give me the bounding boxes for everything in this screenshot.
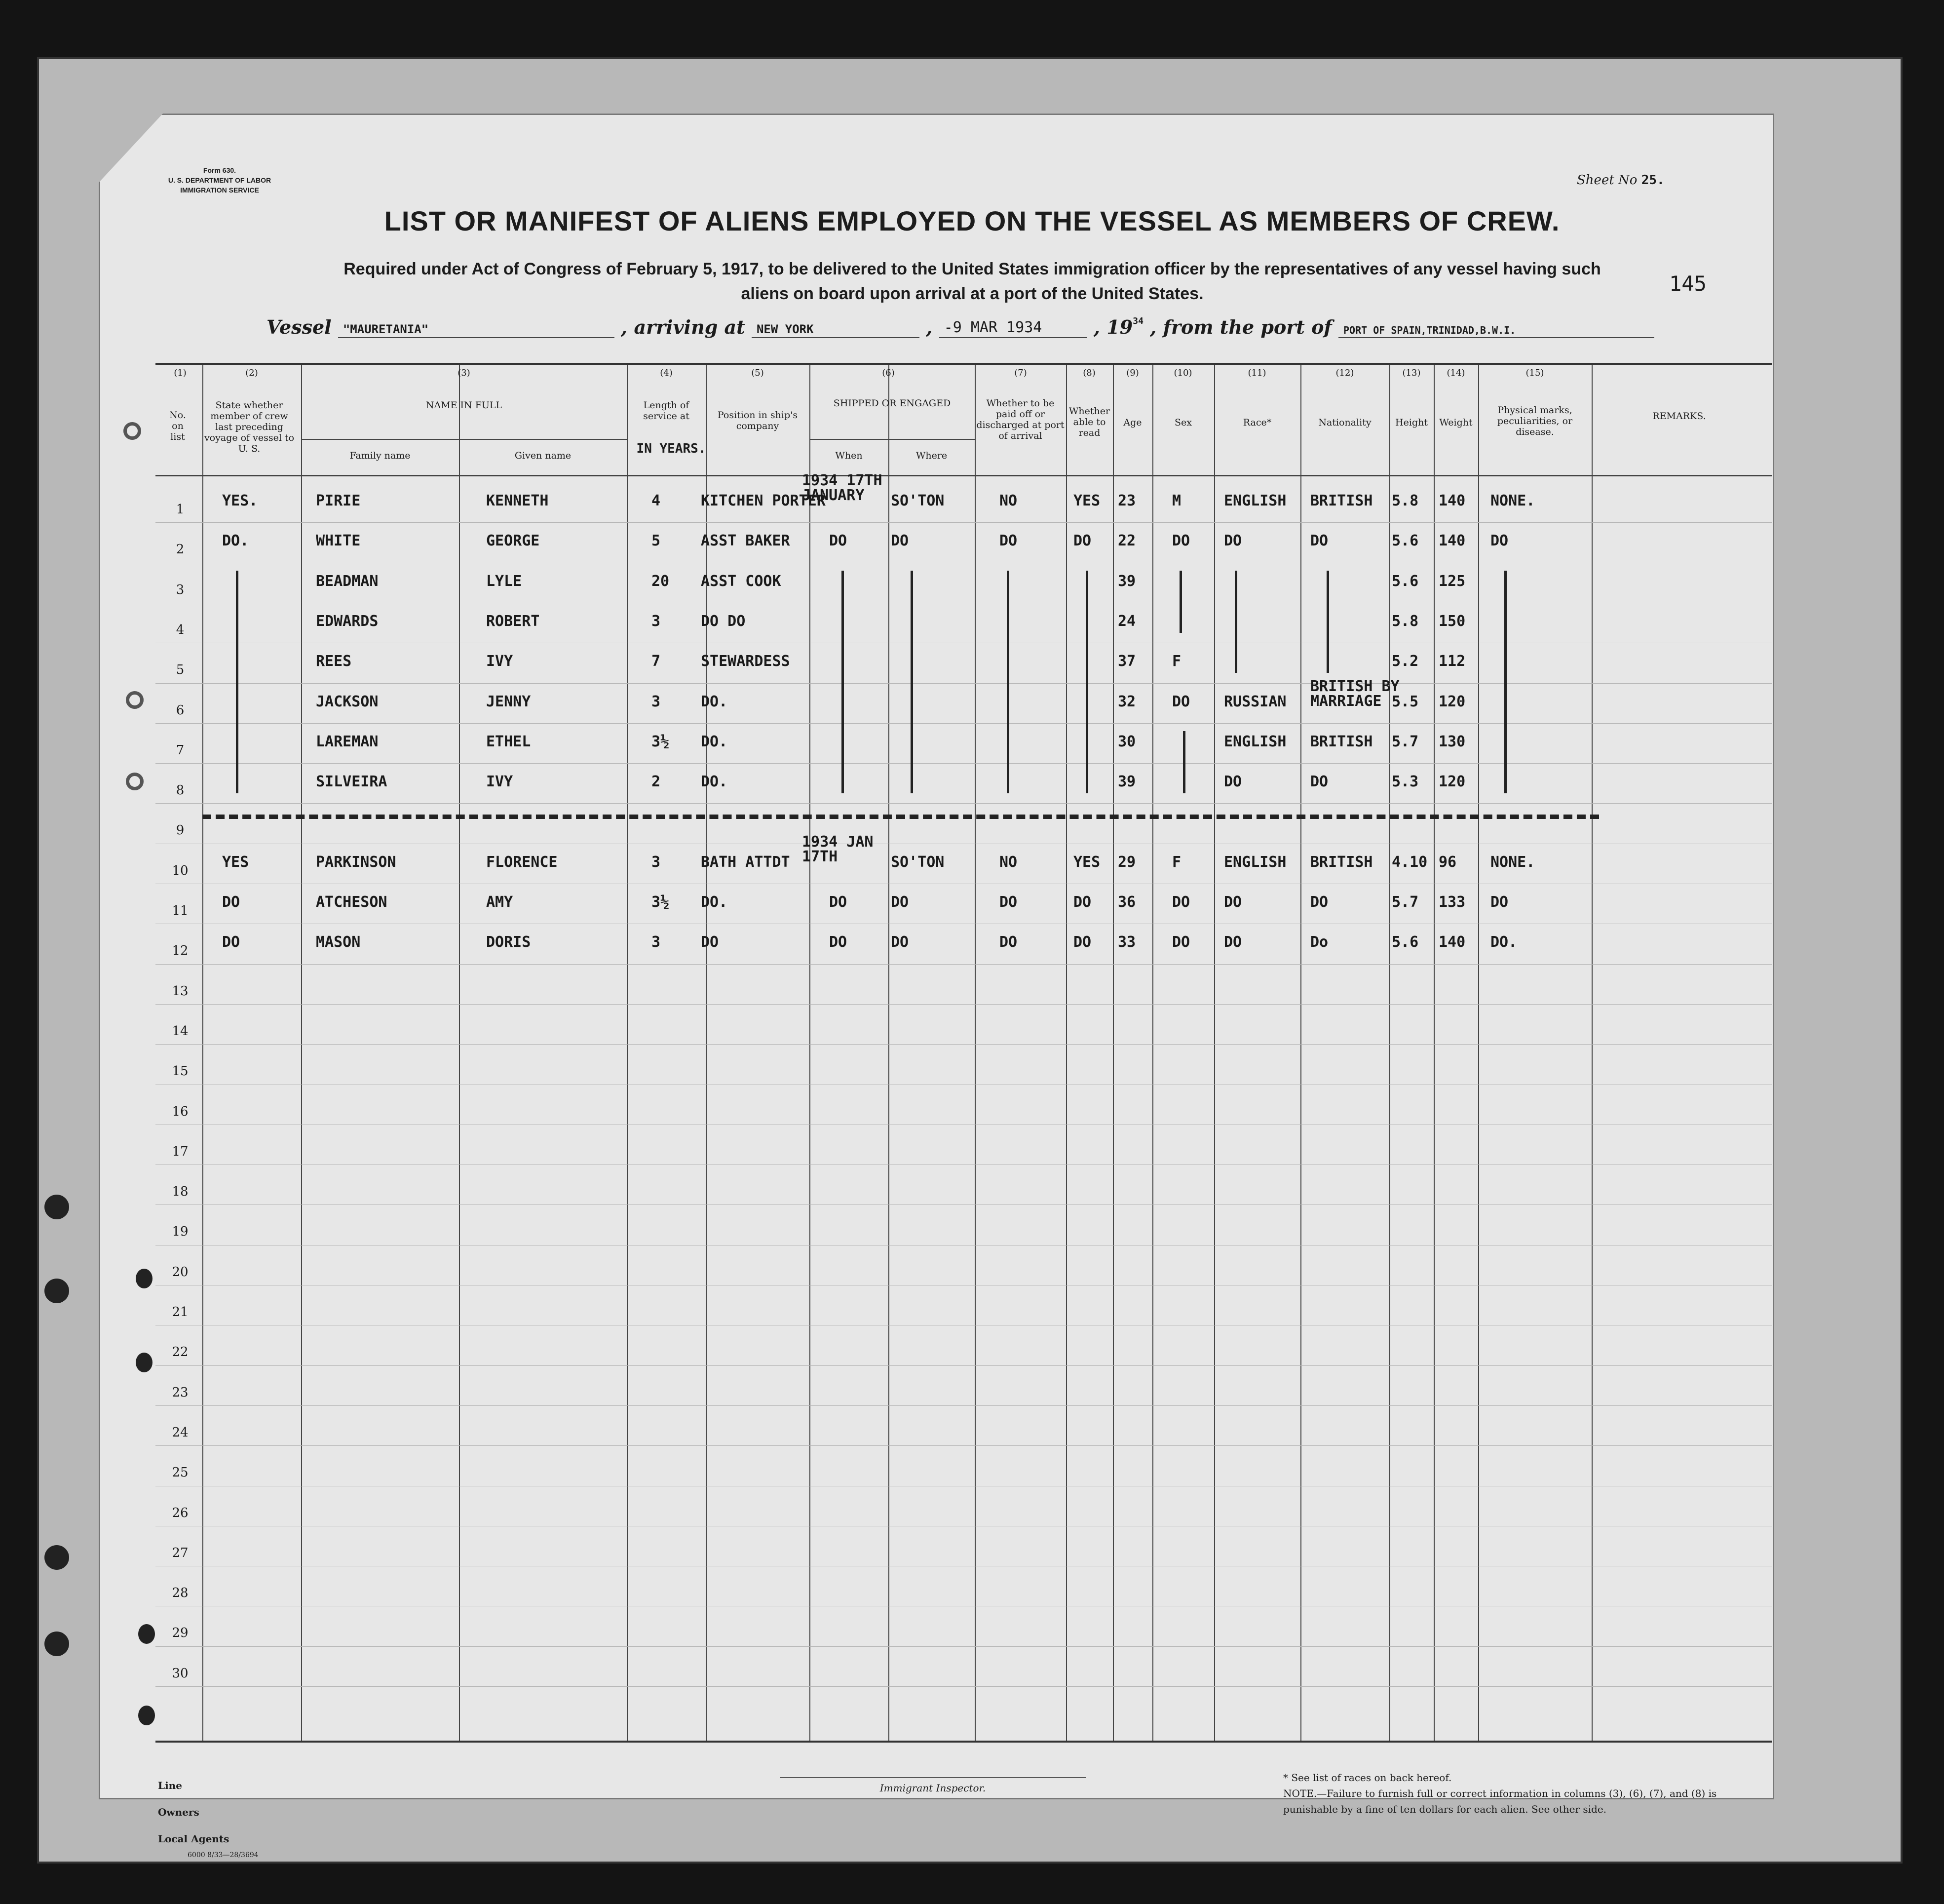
column-rule	[706, 365, 707, 1741]
cell-prev: DO	[222, 933, 240, 951]
binder-hole	[123, 422, 141, 440]
binder-hole	[136, 1269, 152, 1288]
row-rule	[155, 763, 1772, 764]
cell-position: STEWARDESS	[701, 653, 790, 670]
row-rule	[155, 1445, 1772, 1446]
cell-prev: DO	[222, 894, 240, 911]
section-divider	[202, 815, 1599, 819]
cell-given: ROBERT	[486, 612, 540, 630]
cell-position: BATH ATTDT	[701, 853, 790, 871]
row-rule	[155, 522, 1772, 523]
row-number: 24	[172, 1425, 189, 1440]
sheet-value: 25.	[1641, 173, 1665, 188]
cell-nationality: BRITISH	[1310, 853, 1373, 871]
cell-race: DO	[1224, 933, 1242, 951]
cell-height: 5.7	[1392, 733, 1419, 750]
row-rule	[155, 1686, 1772, 1687]
row-number: 8	[176, 783, 185, 798]
cell-paid: DO	[999, 894, 1018, 911]
header-weight: Weight	[1439, 417, 1473, 428]
printer-code: 6000 8/33—28/3694	[188, 1851, 259, 1859]
column-number: (4)	[660, 368, 673, 378]
column-number: (6)	[882, 368, 895, 378]
cell-nationality: DO	[1310, 894, 1329, 911]
cell-race: ENGLISH	[1224, 733, 1287, 750]
cell-weight: 140	[1439, 532, 1466, 550]
binder-hole	[44, 1195, 69, 1219]
column-number: (12)	[1335, 368, 1354, 378]
cell-given: AMY	[486, 894, 513, 911]
cell-age: 29	[1118, 853, 1136, 871]
binder-hole	[136, 1353, 152, 1372]
cell-prev: YES.	[222, 492, 258, 509]
header-given-name: Given name	[514, 450, 572, 461]
ditto-mark	[1327, 571, 1329, 673]
header-prev-voyage: State whether member of crew last preceding voyage of vessel to U. S.	[204, 400, 295, 454]
column-number: (13)	[1402, 368, 1421, 378]
cell-length: 4	[651, 492, 661, 509]
page-mark: 145	[1669, 272, 1707, 296]
row-number: 9	[176, 823, 185, 838]
cell-age: 22	[1118, 532, 1136, 550]
cell-position: DO.	[701, 773, 728, 791]
cell-height: 5.6	[1392, 572, 1419, 590]
cell-race: ENGLISH	[1224, 853, 1287, 871]
header-paid-off: Whether to be paid off or discharged at port of arrival	[976, 398, 1065, 441]
column-number: (3)	[457, 368, 470, 378]
column-rule	[627, 365, 628, 1741]
row-number: 3	[176, 582, 185, 597]
cell-given: KENNETH	[486, 492, 549, 509]
cell-given: DORIS	[486, 933, 531, 951]
cell-given: FLORENCE	[486, 853, 558, 871]
cell-nationality: BRITISH	[1310, 492, 1373, 509]
column-number: (9)	[1126, 368, 1139, 378]
column-rule	[888, 365, 889, 1741]
cell-age: 30	[1118, 733, 1136, 750]
column-rule	[1152, 365, 1153, 1741]
cell-physical: DO.	[1490, 933, 1518, 951]
cell-given: GEORGE	[486, 532, 540, 550]
row-number: 20	[172, 1264, 189, 1280]
cell-family: MASON	[316, 933, 361, 951]
cell-position: ASST BAKER	[701, 532, 790, 550]
cell-age: 23	[1118, 492, 1136, 509]
cell-position: DO.	[701, 693, 728, 710]
cell-sex: DO	[1172, 933, 1190, 951]
cell-when: DO	[829, 532, 847, 550]
footer-fields	[158, 1772, 229, 1852]
binder-hole	[44, 1279, 69, 1303]
ditto-mark	[236, 571, 238, 794]
cell-sex: F	[1172, 653, 1182, 670]
cell-family: JACKSON	[316, 693, 379, 710]
cell-sex: DO	[1172, 532, 1190, 550]
cell-sex: F	[1172, 853, 1182, 871]
row-rule	[155, 723, 1772, 724]
binder-hole	[126, 691, 144, 709]
cell-length: 20	[651, 572, 670, 590]
binder-hole	[44, 1545, 69, 1570]
ditto-mark	[1180, 571, 1182, 633]
cell-sex: DO	[1172, 693, 1190, 710]
cell-position: DO.	[701, 894, 728, 911]
cell-race: DO	[1224, 894, 1242, 911]
column-rule	[1592, 365, 1593, 1741]
header-bottom-rule	[155, 475, 1772, 476]
header-position: Position in ship's company	[717, 410, 798, 431]
row-rule	[155, 1646, 1772, 1647]
row-number: 29	[172, 1626, 189, 1641]
vessel-line: Vessel "MAURETANIA" , arriving at NEW YORK , -9 MAR 1934 , 1934 , from the port of PORT OF SPAIN,TRINIDAD,B.W.I.	[267, 316, 1654, 338]
header-race: Race*	[1243, 417, 1272, 428]
cell-race: DO	[1224, 773, 1242, 791]
row-rule	[155, 1405, 1772, 1406]
row-number: 18	[172, 1184, 189, 1200]
binder-hole	[138, 1624, 155, 1644]
cell-nationality: DO	[1310, 532, 1329, 550]
row-number: 14	[172, 1023, 189, 1039]
cell-sex: M	[1172, 492, 1182, 509]
column-rule	[975, 365, 976, 1741]
ditto-mark	[1183, 731, 1185, 793]
ditto-mark	[1504, 571, 1507, 794]
cell-age: 39	[1118, 773, 1136, 791]
cell-age: 32	[1118, 693, 1136, 710]
row-number: 6	[176, 702, 185, 718]
header-name-in-full: NAME IN FULL	[425, 400, 502, 411]
row-number: 7	[176, 742, 185, 758]
inspector-signature-line: Immigrant Inspector.	[780, 1777, 1086, 1794]
cell-length: 3	[651, 612, 661, 630]
cell-family: ATCHESON	[316, 894, 387, 911]
cell-weight: 150	[1439, 612, 1466, 630]
row-number: 12	[172, 943, 189, 959]
row-number: 2	[176, 542, 185, 557]
row-number: 27	[172, 1545, 189, 1560]
cell-age: 39	[1118, 572, 1136, 590]
cell-weight: 133	[1439, 894, 1466, 911]
column-rule	[1066, 365, 1067, 1741]
cell-length: 3	[651, 853, 661, 871]
row-number: 28	[172, 1586, 189, 1601]
cell-family: REES	[316, 653, 352, 670]
row-number: 23	[172, 1385, 189, 1400]
row-number: 1	[176, 502, 185, 517]
header-length-units: IN YEARS.	[636, 441, 706, 456]
header-height: Height	[1395, 417, 1428, 428]
cell-paid: DO	[999, 933, 1018, 951]
row-number: 16	[172, 1104, 189, 1119]
header-physical: Physical marks, peculiarities, or disease.	[1497, 405, 1573, 437]
column-rule	[1389, 365, 1390, 1741]
column-rule	[1113, 365, 1114, 1741]
row-number: 5	[176, 662, 185, 678]
cell-family: WHITE	[316, 532, 361, 550]
cell-height: 5.8	[1392, 492, 1419, 509]
cell-position: ASST COOK	[701, 572, 781, 590]
cell-weight: 140	[1439, 933, 1466, 951]
cell-position: DO.	[701, 733, 728, 750]
cell-when: DO	[829, 933, 847, 951]
cell-where: DO	[891, 532, 909, 550]
header-remarks: REMARKS.	[1652, 411, 1706, 422]
cell-family: SILVEIRA	[316, 773, 387, 791]
column-number: (5)	[751, 368, 764, 378]
cell-where: SO'TON	[891, 492, 945, 509]
local-agents-label: Local Agents	[158, 1833, 229, 1845]
row-number: 19	[172, 1224, 189, 1240]
header-length-service: Length of service at	[643, 400, 689, 422]
row-rule	[155, 1365, 1772, 1366]
line-label: Line	[158, 1780, 182, 1791]
column-rule	[1478, 365, 1479, 1741]
vessel-label: Vessel	[267, 316, 332, 338]
cell-weight: 120	[1439, 773, 1466, 791]
cell-nationality: Do	[1310, 933, 1329, 951]
header-when: When	[835, 450, 863, 461]
row-rule	[155, 1004, 1772, 1005]
column-number: (10)	[1174, 368, 1192, 378]
cell-weight: 120	[1439, 693, 1466, 710]
cell-height: 5.5	[1392, 693, 1419, 710]
subtitle-line-2: aliens on board upon arrival at a port of the United States.	[741, 284, 1204, 303]
cell-position: DO	[701, 933, 719, 951]
cell-length: 5	[651, 532, 661, 550]
column-number: (8)	[1083, 368, 1096, 378]
row-number: 4	[176, 622, 185, 637]
cell-height: 5.8	[1392, 612, 1419, 630]
row-rule	[155, 1044, 1772, 1045]
cell-height: 4.10	[1392, 853, 1428, 871]
column-rule	[1434, 365, 1435, 1741]
column-rule	[1214, 365, 1215, 1741]
year-value: 34	[1133, 316, 1144, 326]
cell-age: 24	[1118, 612, 1136, 630]
cell-given: IVY	[486, 653, 513, 670]
cell-height: 5.6	[1392, 933, 1419, 951]
cell-sex: DO	[1172, 894, 1190, 911]
ditto-mark	[911, 571, 913, 794]
row-number: 21	[172, 1305, 189, 1320]
header-subrule	[301, 439, 627, 440]
column-number: (11)	[1248, 368, 1266, 378]
cell-where: SO'TON	[891, 853, 945, 871]
cell-height: 5.6	[1392, 532, 1419, 550]
row-number: 13	[172, 983, 189, 999]
cell-height: 5.2	[1392, 653, 1419, 670]
cell-given: JENNY	[486, 693, 531, 710]
cell-weight: 130	[1439, 733, 1466, 750]
binder-hole	[126, 773, 144, 790]
cell-read: DO	[1073, 532, 1092, 550]
header-no-on-list: No. on list	[169, 410, 186, 442]
header-able-read: Whether able to read	[1068, 406, 1110, 438]
footnote-note: NOTE.—Failure to furnish full or correct information in columns (3), (6), (7), and (8) is punishable by a fine of ten dollars for each alien. See other side.	[1283, 1787, 1717, 1815]
service-name: IMMIGRATION SERVICE	[180, 186, 259, 194]
row-number: 26	[172, 1505, 189, 1520]
cell-given: IVY	[486, 773, 513, 791]
column-number: (2)	[245, 368, 258, 378]
cell-family: BEADMAN	[316, 572, 379, 590]
cell-physical: DO	[1490, 894, 1509, 911]
departure-port: PORT OF SPAIN,TRINIDAD,B.W.I.	[1338, 324, 1654, 338]
cell-position: DO DO	[701, 612, 746, 630]
cell-family: PARKINSON	[316, 853, 396, 871]
cell-age: 37	[1118, 653, 1136, 670]
row-number: 30	[172, 1666, 189, 1681]
cell-height: 5.3	[1392, 773, 1419, 791]
header-shipped: SHIPPED OR ENGAGED	[833, 398, 951, 409]
cell-given: ETHEL	[486, 733, 531, 750]
column-number: (7)	[1014, 368, 1027, 378]
cell-age: 33	[1118, 933, 1136, 951]
header-nationality: Nationality	[1318, 417, 1372, 428]
cell-race: RUSSIAN	[1224, 693, 1287, 710]
row-rule	[155, 683, 1772, 684]
sheet-label: Sheet No	[1577, 173, 1638, 188]
cell-length: 2	[651, 773, 661, 791]
ditto-mark	[1086, 571, 1088, 794]
owners-label: Owners	[158, 1806, 199, 1818]
column-number: (1)	[174, 368, 187, 378]
cell-length: 3½	[651, 733, 670, 750]
cell-prev: YES	[222, 853, 249, 871]
row-number: 17	[172, 1144, 189, 1159]
arriving-label: , arriving at	[621, 316, 745, 338]
cell-read: DO	[1073, 933, 1092, 951]
cell-where: DO	[891, 894, 909, 911]
header-age: Age	[1123, 417, 1142, 428]
cell-read: YES	[1073, 853, 1101, 871]
row-rule	[155, 803, 1772, 804]
year-label: , 19	[1093, 316, 1133, 338]
row-number: 22	[172, 1345, 189, 1360]
row-rule	[155, 964, 1772, 965]
cell-when: 1934 17TH JANUARY	[802, 472, 882, 504]
cell-race: ENGLISH	[1224, 492, 1287, 509]
binder-hole	[44, 1632, 69, 1656]
column-rule	[301, 365, 302, 1741]
cell-when: 1934 JAN 17TH	[802, 833, 874, 865]
cell-read: DO	[1073, 894, 1092, 911]
cell-family: LAREMAN	[316, 733, 379, 750]
vessel-name: "MAURETANIA"	[338, 322, 614, 338]
page-title: LIST OR MANIFEST OF ALIENS EMPLOYED ON THE VESSEL AS MEMBERS OF CREW.	[384, 205, 1560, 236]
cell-paid: NO	[999, 492, 1018, 509]
cell-nationality: DO	[1310, 773, 1329, 791]
sheet-number	[1577, 173, 1665, 188]
cell-height: 5.7	[1392, 894, 1419, 911]
header-family-name: Family name	[349, 450, 411, 461]
header-subrule	[809, 439, 975, 440]
arrival-date-stamp: -9 MAR 1934	[939, 319, 1087, 338]
footnote	[1283, 1770, 1727, 1817]
header-where: Where	[915, 450, 948, 461]
row-number: 11	[172, 903, 189, 918]
ditto-mark	[1007, 571, 1009, 794]
cell-length: 3½	[651, 894, 670, 911]
row-number: 25	[172, 1465, 189, 1480]
manifest-table	[155, 363, 1772, 1743]
cell-weight: 96	[1439, 853, 1457, 871]
binder-hole	[138, 1706, 155, 1725]
cell-prev: DO.	[222, 532, 249, 550]
column-number: (14)	[1447, 368, 1465, 378]
column-rule	[809, 365, 810, 1741]
subtitle-line-1: Required under Act of Congress of February 5, 1917, to be delivered to the United States immigration officer by the representatives of any vessel having such	[343, 260, 1601, 278]
column-number: (15)	[1525, 368, 1544, 378]
cell-family: PIRIE	[316, 492, 361, 509]
cell-where: DO	[891, 933, 909, 951]
column-rule	[202, 365, 203, 1741]
cell-given: LYLE	[486, 572, 522, 590]
header-sex: Sex	[1175, 417, 1192, 428]
cell-when: DO	[829, 894, 847, 911]
form-number: Form 630.	[203, 166, 236, 174]
cell-nationality: BRITISH BY MARRIAGE	[1310, 677, 1400, 710]
row-number: 15	[172, 1064, 189, 1079]
cell-paid: NO	[999, 853, 1018, 871]
column-rule	[1300, 365, 1301, 1741]
row-number: 10	[172, 863, 189, 878]
form-identifier	[141, 165, 299, 195]
ditto-mark	[841, 571, 844, 794]
cell-read: YES	[1073, 492, 1101, 509]
cell-length: 7	[651, 653, 661, 670]
cell-length: 3	[651, 693, 661, 710]
cell-physical: NONE.	[1490, 853, 1535, 871]
column-rule	[459, 365, 460, 1741]
cell-physical: DO	[1490, 532, 1509, 550]
cell-race: DO	[1224, 532, 1242, 550]
department-name: U. S. DEPARTMENT OF LABOR	[168, 176, 271, 184]
ditto-mark	[1235, 571, 1237, 673]
cell-paid: DO	[999, 532, 1018, 550]
footnote-races: * See list of races on back hereof.	[1283, 1772, 1452, 1784]
cell-family: EDWARDS	[316, 612, 379, 630]
cell-nationality: BRITISH	[1310, 733, 1373, 750]
page-subtitle	[212, 257, 1732, 306]
cell-age: 36	[1118, 894, 1136, 911]
cell-weight: 112	[1439, 653, 1466, 670]
cell-physical: NONE.	[1490, 492, 1535, 509]
cell-length: 3	[651, 933, 661, 951]
from-port-label: , from the port of	[1150, 316, 1332, 338]
cell-weight: 125	[1439, 572, 1466, 590]
arrival-port: NEW YORK	[752, 322, 919, 338]
cell-position: KITCHEN PORTER	[701, 492, 826, 509]
cell-weight: 140	[1439, 492, 1466, 509]
